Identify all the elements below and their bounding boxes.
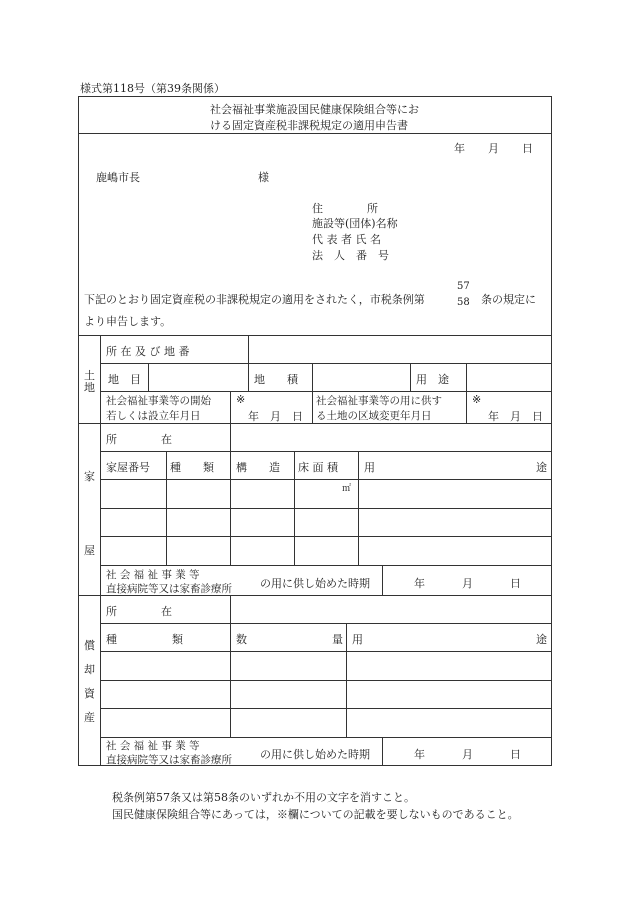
- house-location-divider: [230, 423, 231, 451]
- house-welfare-label-2: 直接病院等又は家畜診療所: [106, 583, 232, 595]
- date-month: 月: [488, 142, 499, 155]
- house-section-label-a: 家: [84, 470, 95, 483]
- declaration-line2: より申告します。: [84, 315, 172, 328]
- land-row2-divider: [100, 391, 552, 392]
- land-chimoku-label: 地 目: [108, 373, 141, 386]
- land-start-label-1: 社会福祉事業等の開始: [106, 395, 211, 407]
- asset-location-label: 所 在: [106, 605, 172, 618]
- addressee: 鹿嶋市長: [96, 171, 140, 184]
- land-divider-h: [466, 391, 467, 423]
- form-number-label: 様式第118号（第39条関係）: [80, 82, 225, 95]
- land-divider-a: [148, 363, 149, 391]
- house-day: 日: [510, 577, 521, 590]
- date-day: 日: [522, 142, 533, 155]
- house-month: 月: [462, 577, 473, 590]
- house-asset-divider: [78, 595, 552, 596]
- land-use-label: 用 途: [416, 373, 449, 386]
- asset-welfare-label-2: 直接病院等又は家畜診療所: [106, 754, 232, 766]
- land-divider-f: [230, 391, 231, 423]
- asset-quantity-header-a: 数: [236, 633, 247, 646]
- house-started-use-divider: [382, 565, 383, 595]
- asset-section-label-3: 資: [84, 687, 95, 700]
- land-divider-g: [312, 391, 313, 423]
- house-welfare-label-1: 社 会 福 祉 事 業 等: [106, 569, 200, 581]
- land-row1-divider: [100, 363, 552, 364]
- land-divider-e: [466, 363, 467, 391]
- asset-row-divider-b: [100, 708, 552, 709]
- land-note-mark-1: ※: [236, 393, 246, 406]
- honorific: 様: [258, 171, 269, 184]
- asset-month: 月: [462, 748, 473, 761]
- asset-section-label-1: 償: [84, 639, 95, 652]
- asset-use-header-end: 途: [536, 633, 547, 646]
- article-58: 58: [457, 297, 470, 308]
- asset-welfare-label-1: 社 会 福 祉 事 業 等: [106, 740, 200, 752]
- land-change-date: 年 月 日: [488, 410, 543, 423]
- asset-section-label-4: 産: [84, 711, 95, 724]
- land-divider-d: [410, 363, 411, 391]
- land-section-label: 土地: [84, 369, 95, 394]
- land-change-label-1: 社会福祉事業等の用に供す: [316, 395, 442, 407]
- floor-area-unit: ㎡: [342, 484, 352, 494]
- house-kind-header: 種 類: [170, 461, 214, 474]
- land-start-date: 年 月 日: [248, 410, 303, 423]
- house-started-use-label: の用に供し始めた時期: [260, 577, 370, 590]
- house-row1-divider: [100, 451, 552, 452]
- applicant-facility-label: 施設等(団体)名称: [312, 217, 398, 230]
- form-title-line1: 社会福祉事業施設国民健康保険組合等にお: [210, 103, 419, 116]
- declaration-line1: 下記のとおり固定資産税の非課税規定の適用をされたく，市税条例第: [84, 293, 425, 306]
- house-location-label: 所 在: [106, 433, 172, 446]
- house-use-header-end: 途: [536, 461, 547, 474]
- date-year: 年: [454, 142, 465, 155]
- asset-location-divider: [230, 595, 231, 623]
- land-area-label: 地 積: [254, 373, 298, 386]
- land-divider-c: [312, 363, 313, 391]
- note-1: 税条例第57条又は第58条のいずれか不用の文字を消すこと。: [112, 791, 415, 804]
- section-column-divider: [100, 335, 101, 766]
- applicant-corp-number-label: 法 人 番 号: [312, 249, 389, 262]
- form-title-line2: ける固定資産税非課税規定の適用申告書: [210, 119, 408, 132]
- land-divider-b: [248, 363, 249, 391]
- house-year: 年: [414, 577, 425, 590]
- house-header-divider: [100, 479, 552, 480]
- house-row-divider-c: [100, 565, 552, 566]
- house-structure-header: 構 造: [236, 461, 280, 474]
- asset-header-divider: [100, 651, 552, 652]
- land-location-label: 所 在 及 び 地 番: [106, 345, 190, 358]
- asset-use-header: 用: [352, 633, 363, 646]
- asset-row-divider-a: [100, 680, 552, 681]
- asset-started-use-divider: [382, 737, 383, 766]
- house-use-header: 用: [364, 461, 375, 474]
- house-section-label-b: 屋: [84, 544, 95, 557]
- asset-year: 年: [414, 748, 425, 761]
- asset-started-use-label: の用に供し始めた時期: [260, 748, 370, 761]
- asset-section-label-2: 却: [84, 663, 95, 676]
- asset-row1-divider: [100, 623, 552, 624]
- declaration-line1-end: 条の規定に: [481, 293, 536, 306]
- land-change-label-2: る土地の区域変更年月日: [316, 410, 432, 422]
- land-location-divider: [248, 335, 249, 363]
- house-row-divider-a: [100, 508, 552, 509]
- asset-quantity-header-b: 量: [332, 633, 343, 646]
- house-number-header: 家屋番号: [106, 461, 150, 474]
- article-57: 57: [457, 281, 470, 292]
- applicant-representative-label: 代 表 者 氏 名: [312, 233, 381, 246]
- applicant-address-label: 住 所: [312, 202, 378, 215]
- top-section-divider: [78, 335, 552, 336]
- land-note-mark-2: ※: [472, 393, 482, 406]
- house-row-divider-b: [100, 536, 552, 537]
- asset-kind-header: 種 類: [106, 633, 183, 646]
- land-house-divider: [78, 423, 552, 424]
- asset-day: 日: [510, 748, 521, 761]
- note-2: 国民健康保険組合等にあっては，※欄についての記載を要しないものであること。: [112, 808, 519, 821]
- house-floor-area-header: 床 面 積: [298, 461, 338, 474]
- land-start-label-2: 若しくは設立年月日: [106, 410, 201, 422]
- title-divider: [78, 133, 552, 134]
